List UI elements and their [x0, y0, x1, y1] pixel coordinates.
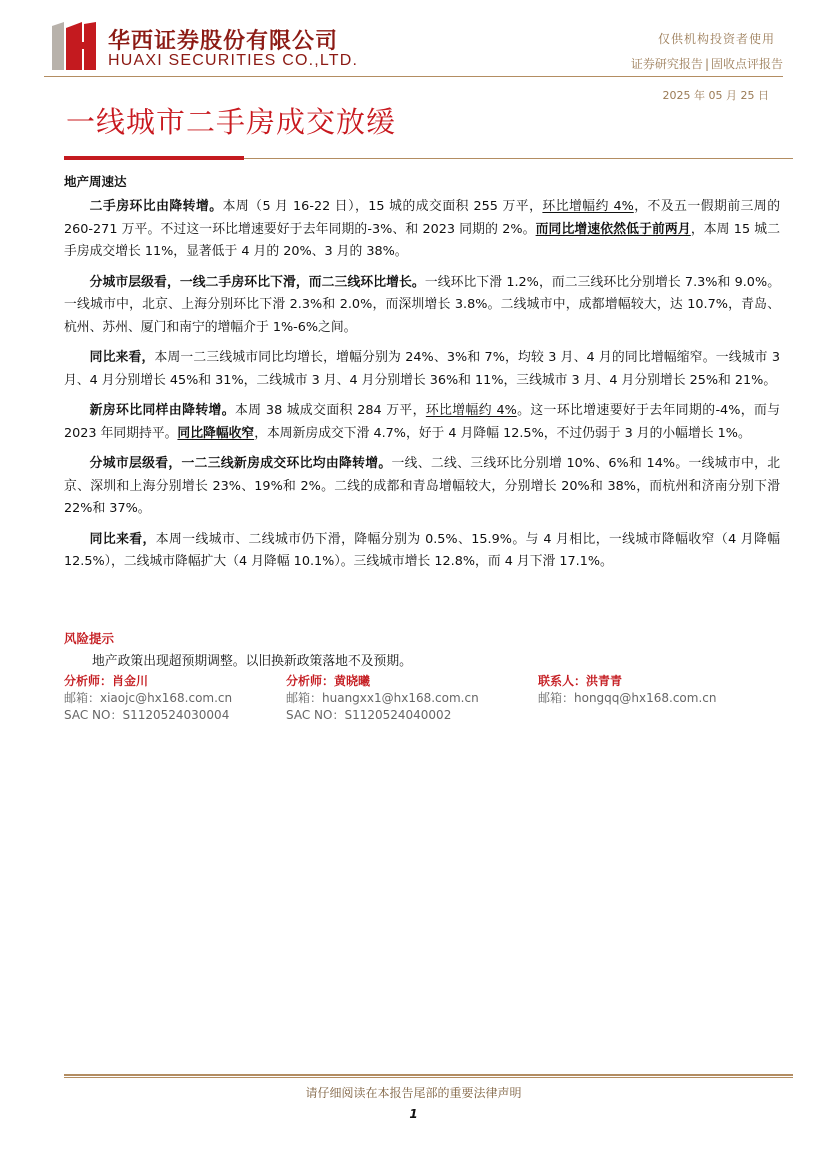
- analyst-card: [64, 673, 232, 724]
- highlight-bold-text: 而同比增速依然低于前两月: [535, 221, 691, 237]
- contact-card: [538, 673, 716, 707]
- body-text: ，本周 15 城二手房成交增长 11%，显著低于 4 月的 20%、3 月的 38%。: [64, 221, 781, 259]
- body-text: 本周一线城市、二线城市仍下滑，降幅分别为 0.5%、15.9%。与 4 月相比，一线城市降幅收窄（4 月降幅 12.5%），二线城市降幅扩大（4 月降幅 10.1%）。三线城市增长 12.8%，而 4 月下滑 17.1%。: [64, 531, 781, 569]
- lead-sentence: 同比来看，: [89, 350, 155, 365]
- report-type: [631, 55, 783, 72]
- body-text: 一线环比下滑 1.2%，而二三线环比分别增长 7.3%和 9.0%。一线城市中，北京、上海分别环比下滑 2.3%和 2.0%，而深圳增长 3.8%。二线城市中，成都增幅较大，达 10.7%，青岛、杭州、苏州、厦门和南宁的增幅介于 1%-6%之间。: [64, 274, 780, 335]
- footer-rule-thin: [64, 1077, 793, 1078]
- analyst-email[interactable]: 邮箱：huangxx1@hx168.com.cn: [286, 691, 479, 705]
- company-name-cn: 华西证券股份有限公司: [108, 28, 339, 54]
- lead-sentence: 新房环比同样由降转增。: [89, 403, 235, 418]
- company-name-en: HUAXI SECURITIES CO.,LTD.: [108, 52, 359, 69]
- report-body: [64, 196, 780, 582]
- risk-heading: 风险提示: [64, 631, 115, 646]
- legal-notice: 请仔细阅读在本报告尾部的重要法律声明: [305, 1086, 522, 1100]
- paragraph-resale-yoy: [64, 347, 780, 392]
- body-text: 本周一二三线城市同比均增长，增幅分别为 24%、3%和 7%，均较 3 月、4 月的同比增幅缩窄。一线城市 3 月、4 月分别增长 45%和 31%，二线城市 3 月、4 月分别增长 36%和 11%，三线城市 3 月、4 月分别增长 25%和 21%。: [64, 350, 781, 388]
- paragraph-resale-weekly: [64, 196, 780, 264]
- report-type-secondary: 固收点评报告: [710, 57, 783, 71]
- audience-note: 仅供机构投资者使用: [657, 32, 775, 46]
- report-title: 一线城市二手房成交放缓: [66, 105, 397, 139]
- analyst-sac: SAC NO：S1120524040002: [286, 708, 452, 722]
- report-type-primary: 证券研究报告: [630, 57, 703, 71]
- lead-sentence: 分城市层级看，一线二手房环比下滑，而二三线环比增长。: [89, 274, 425, 290]
- body-text: ，不及五一假期前三周的 260-271 万平。不过这一环比增速要好于去年同期的-3%、和 2023 同期的 2%。: [64, 199, 781, 237]
- paragraph-new-home-yoy: [64, 529, 780, 574]
- analyst-sac: SAC NO：S1120524030004: [64, 708, 230, 722]
- report-date: 2025 年 05 月 25 日: [662, 89, 769, 102]
- header-rule: [44, 76, 783, 77]
- contact-email[interactable]: 邮箱：hongqq@hx168.com.cn: [538, 691, 717, 705]
- analyst-name: 分析师：肖金川: [64, 674, 149, 688]
- lead-sentence: 二手房环比由降转增。: [89, 199, 223, 214]
- highlight-text: 环比增幅约 4%: [425, 403, 517, 418]
- body-text: 一线、二线、三线环比分别增 10%、6%和 14%。一线城市中，北京、深圳和上海分别增长 23%、19%和 2%。二线的成都和青岛增幅较大，分别增长 20%和 38%，而杭州和济南分别下滑 22%和 37%。: [64, 456, 781, 516]
- lead-sentence: 同比来看，: [89, 531, 156, 547]
- title-rule: [244, 158, 793, 159]
- analyst-card: [286, 673, 479, 724]
- body-text: 本周（5 月 16-22 日），15 城的成交面积 255 万平，: [222, 199, 543, 214]
- paragraph-resale-tiers: [64, 272, 780, 340]
- lead-sentence: 分城市层级看，一二三线新房成交环比均由降转增。: [89, 456, 392, 471]
- highlight-text: 环比增幅约 4%: [542, 199, 634, 214]
- analyst-email[interactable]: 邮箱：xiaojc@hx168.com.cn: [64, 691, 233, 705]
- report-type-separator: |: [704, 57, 709, 71]
- paragraph-new-home-weekly: [64, 400, 780, 445]
- page-number: 1: [409, 1107, 418, 1121]
- body-text: 。这一环比增速要好于去年同期的-4%，而与 2023 年同期持平。: [64, 403, 781, 441]
- section-heading: 地产周速达: [64, 174, 127, 189]
- contact-name: 联系人：洪青青: [538, 674, 623, 688]
- analyst-name: 分析师：黄晓曦: [286, 674, 371, 688]
- paragraph-new-home-tiers: [64, 453, 780, 521]
- body-text: ，本周新房成交下滑 4.7%，好于 4 月降幅 12.5%，不过仍弱于 3 月的小幅增长 1%。: [254, 425, 751, 441]
- risk-text: 地产政策出现超预期调整。以旧换新政策落地不及预期。: [92, 654, 412, 669]
- title-accent-bar: [64, 156, 244, 160]
- highlight-bold-text: 同比降幅收窄: [177, 425, 255, 441]
- body-text: 本周 38 城成交面积 284 万平，: [235, 403, 426, 418]
- footer-rule: [64, 1074, 793, 1076]
- huaxi-logo-icon: [52, 22, 96, 70]
